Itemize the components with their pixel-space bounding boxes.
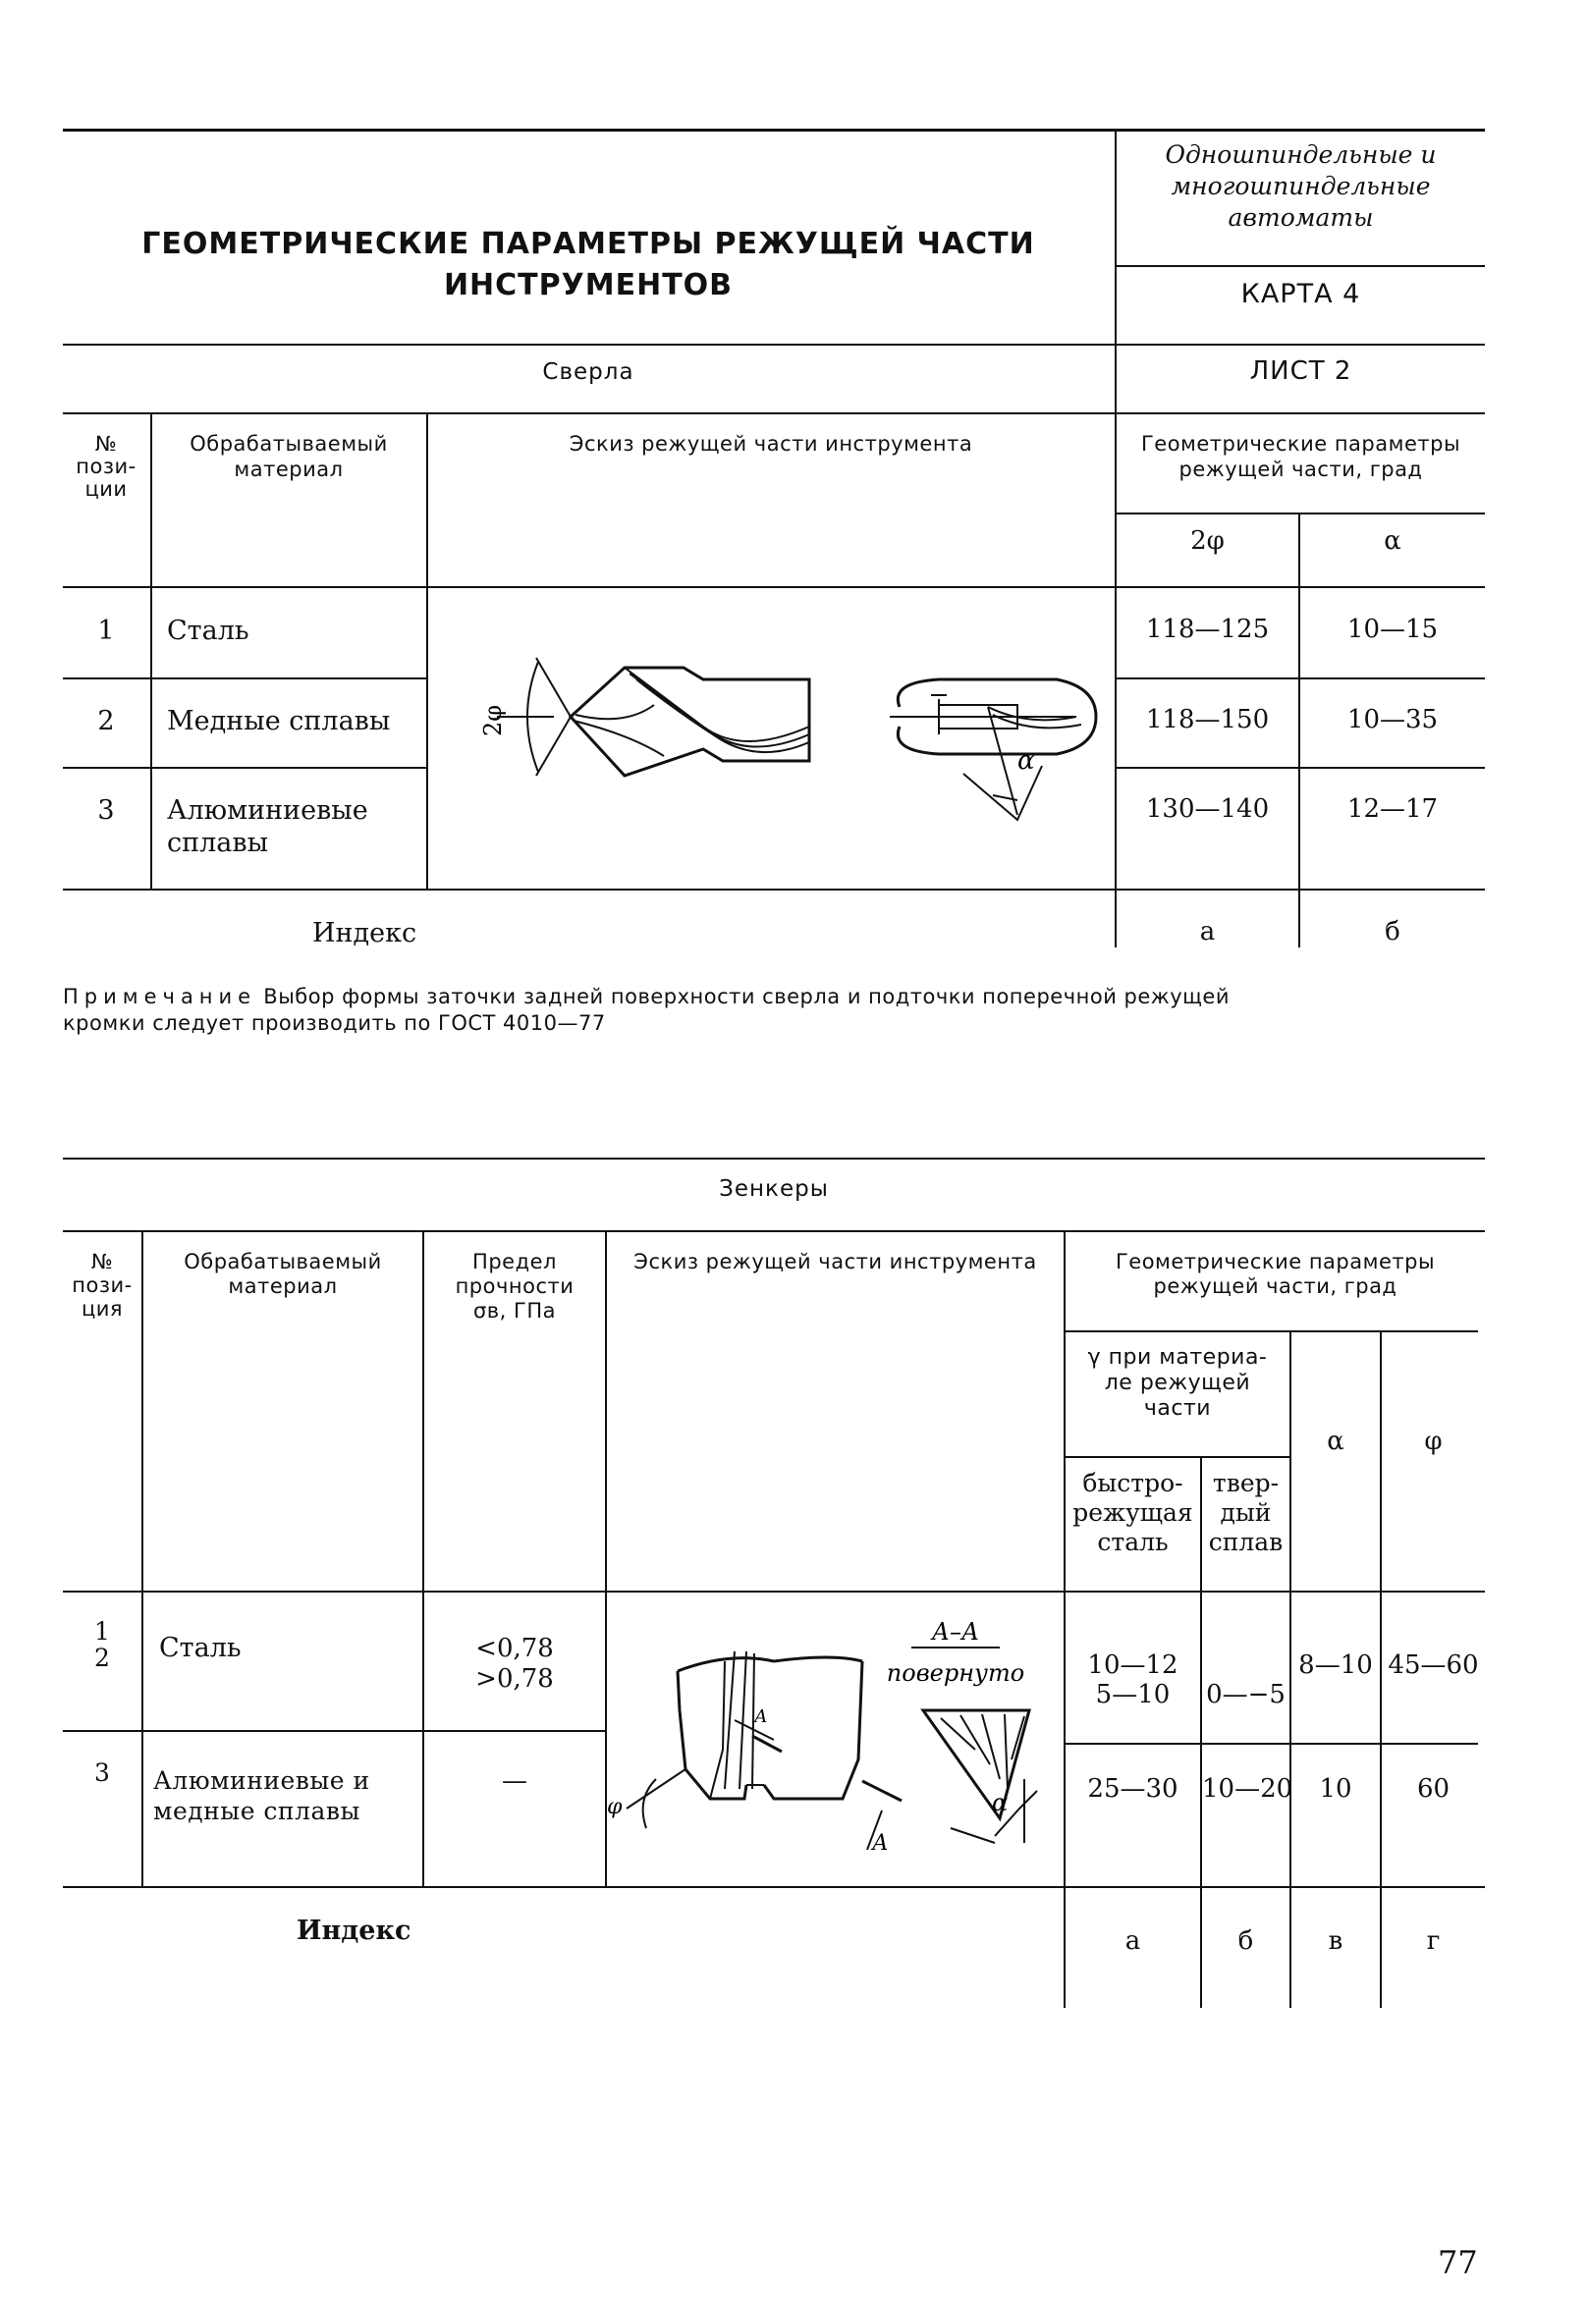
cs-row3-carbide: 10—20 xyxy=(1202,1774,1293,1804)
countersink-a-top-label: А xyxy=(754,1706,768,1727)
note-label: Примечание xyxy=(63,985,257,1008)
cs-index-a: а xyxy=(1124,1926,1141,1956)
cs-row2-hss: 5—10 xyxy=(1095,1680,1171,1709)
cs-sub-alpha: α xyxy=(1327,1427,1344,1456)
cs-row2-strength: >0,78 xyxy=(475,1664,554,1694)
cs-row3-hss: 25—30 xyxy=(1087,1774,1178,1804)
cs-row3-material-line2: медные сплавы xyxy=(153,1797,360,1825)
drills-row3-alpha: 12—17 xyxy=(1346,794,1439,824)
cs-index-c: в xyxy=(1328,1926,1343,1956)
drills-row1-alpha: 10—15 xyxy=(1346,615,1439,644)
drills-row1-material: Сталь xyxy=(167,616,249,646)
cs-col-params-line2: режущей части, град xyxy=(1153,1274,1397,1298)
drills-row2-material: Медные сплавы xyxy=(167,706,391,736)
countersink-rotated-label: повернуто xyxy=(886,1659,1025,1687)
note-line2: кромки следует производить по ГОСТ 4010—77 xyxy=(63,1011,606,1035)
cs-col-material: Обрабатываемый xyxy=(184,1250,382,1273)
drills-index-b: б xyxy=(1385,917,1400,946)
drills-sub-2phi: 2φ xyxy=(1190,526,1225,556)
drills-row2-2phi: 118—150 xyxy=(1145,705,1270,734)
cs-row1-material: Сталь xyxy=(159,1633,242,1663)
cs-col-material-line2: материал xyxy=(228,1274,338,1298)
drill-2phi-label: 2φ xyxy=(479,704,507,736)
cs-carbide-header-line3: сплав xyxy=(1208,1528,1284,1556)
drills-col-pos: № xyxy=(94,432,118,456)
cs-col-strength: Предел xyxy=(472,1250,557,1273)
drills-row3-pos: 3 xyxy=(97,795,115,826)
note-line1 xyxy=(63,985,1230,1008)
cs-col-strength-line3: σв, ГПа xyxy=(472,1299,556,1323)
drills-col-sketch: Эскиз режущей части инструмента xyxy=(569,432,973,456)
drills-index-a: а xyxy=(1199,917,1216,946)
page-title-line2: ИНСТРУМЕНТОВ xyxy=(443,268,734,302)
cs-col-strength-line2: прочности xyxy=(455,1274,575,1298)
countersink-a-bottom-label: А xyxy=(872,1831,889,1856)
cs-row3-pos: 3 xyxy=(94,1758,110,1787)
drills-index-label: Индекс xyxy=(312,918,417,948)
drill-angle-mark xyxy=(497,658,571,776)
cs-carbide-header: твер- xyxy=(1212,1469,1280,1497)
machine-category-line1: Одношпиндельные и xyxy=(1165,140,1437,169)
cs-col-pos: № xyxy=(90,1250,114,1273)
drills-row1-2phi: 118—125 xyxy=(1145,615,1270,644)
drills-row2-alpha: 10—35 xyxy=(1346,705,1439,734)
drills-section-title: Сверла xyxy=(542,359,634,385)
cs-hss-header-line3: сталь xyxy=(1097,1528,1169,1556)
cs-sub-phi: φ xyxy=(1424,1427,1443,1456)
cs-index-d: г xyxy=(1426,1926,1441,1956)
drills-col-params: Геометрические параметры xyxy=(1140,432,1461,456)
sheet-number: ЛИСТ 2 xyxy=(1249,356,1352,386)
cs-carbide-header-line2: дый xyxy=(1220,1498,1272,1527)
drills-row1-pos: 1 xyxy=(97,616,115,646)
cs-col-pos-line2: пози- xyxy=(72,1273,133,1297)
cs-row3-strength: — xyxy=(502,1766,527,1796)
cs-row1-strength: <0,78 xyxy=(475,1634,554,1663)
cs-row1-phi: 45—60 xyxy=(1388,1650,1479,1680)
cs-col-pos-line3: ция xyxy=(81,1297,124,1321)
countersink-section-view xyxy=(923,1710,1037,1843)
machine-category-line2: многошпиндельные xyxy=(1171,172,1431,200)
cs-row3-phi: 60 xyxy=(1416,1774,1451,1804)
page-number: 77 xyxy=(1438,2243,1478,2281)
drills-col-material: Обрабатываемый xyxy=(190,432,388,456)
cs-gamma-header-line2: ле режущей xyxy=(1104,1371,1251,1395)
page-title: ГЕОМЕТРИЧЕСКИЕ ПАРАМЕТРЫ РЕЖУЩЕЙ ЧАСТИ xyxy=(141,227,1035,261)
drills-row2-pos: 2 xyxy=(97,706,115,736)
countersink-phi-label: φ xyxy=(607,1795,623,1819)
card-number: КАРТА 4 xyxy=(1240,279,1361,309)
drill-body xyxy=(571,668,809,776)
countersinks-section-title: Зенкеры xyxy=(719,1176,829,1202)
drill-end-view xyxy=(890,679,1096,820)
cs-index-label: Индекс xyxy=(297,1916,411,1946)
note-text: Выбор формы заточки задней поверхности сверла и подточки поперечной режущей xyxy=(256,985,1230,1008)
cs-row1-alpha: 8—10 xyxy=(1298,1650,1373,1680)
drills-col-params-line2: режущей части, град xyxy=(1178,458,1423,481)
cs-row3-alpha: 10 xyxy=(1319,1774,1352,1804)
countersink-sketch xyxy=(607,1593,1064,1884)
cs-row1-pos: 1 xyxy=(94,1617,110,1646)
cs-row2-carbide: 0—−5 xyxy=(1206,1680,1286,1709)
cs-row1-hss: 10—12 xyxy=(1087,1650,1178,1680)
drills-col-pos-line2: пози- xyxy=(76,455,137,478)
countersink-section-label: А–А xyxy=(931,1618,980,1646)
drills-sub-alpha: α xyxy=(1384,526,1401,556)
cs-gamma-header-line3: части xyxy=(1143,1396,1212,1421)
drill-alpha-label: α xyxy=(1017,746,1035,776)
drill-sketch xyxy=(428,589,1114,887)
cs-gamma-header: γ при материа- xyxy=(1087,1345,1268,1370)
machine-category-line3: автоматы xyxy=(1228,203,1374,232)
drills-col-pos-line3: ции xyxy=(84,477,128,501)
cs-row2-pos: 2 xyxy=(94,1644,110,1672)
countersink-body xyxy=(627,1651,902,1850)
cs-col-params: Геометрические параметры xyxy=(1115,1250,1436,1273)
cs-hss-header: быстро- xyxy=(1082,1469,1183,1497)
cs-col-sketch: Эскиз режущей части инструмента xyxy=(633,1250,1037,1273)
cs-index-b: б xyxy=(1237,1926,1254,1956)
cs-row3-material: Алюминиевые и xyxy=(153,1766,370,1795)
countersink-alpha-label: α xyxy=(992,1789,1009,1816)
drills-row3-material-line2: сплавы xyxy=(167,828,269,858)
drills-row3-material: Алюминиевые xyxy=(167,795,368,826)
drills-row3-2phi: 130—140 xyxy=(1145,794,1270,824)
drills-col-material-line2: материал xyxy=(234,458,344,481)
cs-hss-header-line2: режущая xyxy=(1072,1498,1193,1527)
